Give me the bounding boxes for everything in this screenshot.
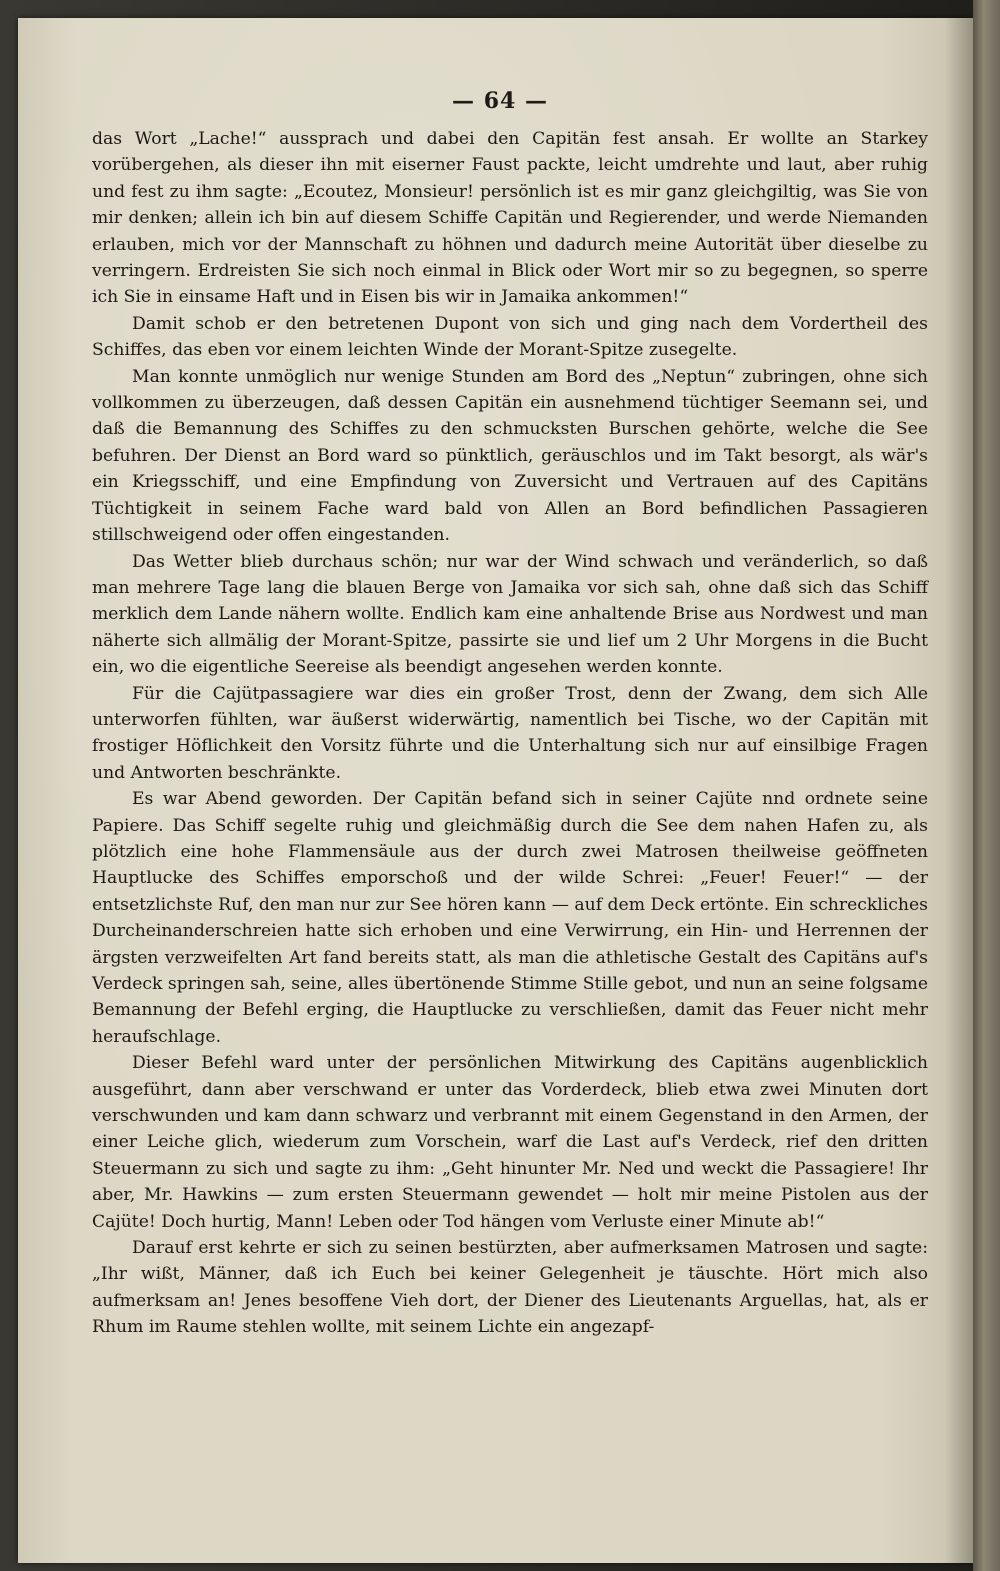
page-gutter-shadow: [945, 18, 973, 1563]
paragraph-7: Dieser Befehl ward unter der persönlichen Mitwirkung des Capitäns augenblicklich ausgeführt, dann aber verschwand er unter das Vorderdeck, blieb etwa zwei Minuten dort verschwunden und kam dann schwarz und verbrannt mit einem Gegenstand in den Armen, der einer Leiche glich, wiederum zum Vorschein, warf die Last auf's Verdeck, rief den dritten Steuermann zu sich und sagte zu ihm: „Geht hinunter Mr. Ned und weckt die Passagiere! Ihr aber, Mr. Hawkins — zum ersten Steuermann gewendet — holt mir meine Pistolen aus der Cajüte! Doch hurtig, Mann! Leben oder Tod hängen vom Verluste einer Minute ab!“: [92, 1053, 928, 1232]
paragraph-2: Damit schob er den betretenen Dupont von sich und ging nach dem Vordertheil des Schiffes, das eben vor einem leichten Winde der Morant-Spitze zusegelte.: [92, 313, 928, 361]
paragraph-6: Es war Abend geworden. Der Capitän befand sich in seiner Cajüte nnd ordnete seine Papiere. Das Schiff segelte ruhig und gleichmäßig durch die See dem nahen Hafen zu, als plötzlich eine hohe Flammensäule aus der durch zwei Matrosen theilweise geöffneten Hauptlucke des Schiffes emporschoß und der wilde Schrei: „Feuer! Feuer!“ — der entsetzlichste Ruf, den man nur zur See hören kann — auf dem Deck ertönte. Ein schreckliches Durcheinanderschreien hatte sich erhoben und eine Verwirrung, ein Hin- und Herrennen der ärgsten verzweifelten Art fand bereits statt, als man die athletische Gestalt des Capitäns auf's Verdeck springen sah, seine, alles übertönende Stimme Stille gebot, und nun an seine folgsame Bemannung der Befehl erging, die Hauptlucke zu verschließen, damit das Feuer nicht mehr heraufschlage.: [92, 789, 928, 1047]
next-page-edge: [973, 0, 1000, 1571]
paragraph-3: Man konnte unmöglich nur wenige Stunden am Bord des „Neptun“ zubringen, ohne sich vollkommen zu überzeugen, daß dessen Capitän ein ausnehmend tüchtiger Seemann sei, und daß die Bemannung des Schiffes zu den schmucksten Burschen gehörte, welche die See befuhren. Der Dienst an Bord ward so pünktlich, geräuschlos und im Takt besorgt, als wär's ein Kriegsschiff, und eine Empfindung von Zuversicht und Vertrauen auf des Capitäns Tüchtigkeit in seinem Fache ward bald von Allen an Bord befindlichen Passagieren stillschweigend oder offen eingestanden.: [92, 366, 928, 546]
paragraph-5: Für die Cajütpassagiere war dies ein großer Trost, denn der Zwang, dem sich Alle unterworfen fühlten, war äußerst widerwärtig, namentlich bei Tische, wo der Capitän mit frostiger Höflichkeit den Vorsitz führte und die Unterhaltung sich nur auf einsilbige Fragen und Antworten beschränkte.: [92, 683, 928, 783]
paragraph-1: das Wort „Lache!“ aussprach und dabei den Capitän fest ansah. Er wollte an Starkey vorübergehen, als dieser ihn mit eiserner Faust packte, leicht umdrehte und laut, aber ruhig und fest zu ihm sagte: „Ecoutez, Monsieur! persönlich ist es mir ganz gleichgiltig, was Sie von mir denken; allein ich bin auf diesem Schiffe Capitän und Regierender, und werde Niemanden erlauben, mich vor der Mannschaft zu höhnen und dadurch meine Autorität über dieselbe zu verringern. Erdreisten Sie sich noch einmal in Blick oder Wort mir so zu begegnen, so sperre ich Sie in einsame Haft und in Eisen bis wir in Jamaika ankommen!“: [92, 129, 928, 308]
body-text: [92, 126, 928, 1341]
paragraph-4: Das Wetter blieb durchaus schön; nur war der Wind schwach und veränderlich, so daß man mehrere Tage lang die blauen Berge von Jamaika vor sich sah, ohne daß sich das Schiff merklich dem Lande nähern wollte. Endlich kam eine anhaltende Brise aus Nordwest und man näherte sich allmälig der Morant-Spitze, passirte sie und lief um 2 Uhr Morgens in die Bucht ein, wo die eigentliche Seereise als beendigt angesehen werden konnte.: [92, 551, 928, 678]
page-number: — 64 —: [452, 88, 548, 114]
paragraph-8: Darauf erst kehrte er sich zu seinen bestürzten, aber aufmerksamen Matrosen und sagte: „Ihr wißt, Männer, daß ich Euch bei keiner Gelegenheit je täuschte. Hört mich also aufmerksam an! Jenes besoffene Vieh dort, der Diener des Lieutenants Arguellas, hat, als er Rhum im Raume stehlen wollte, mit seinem Lichte ein angezapf-: [92, 1238, 928, 1338]
